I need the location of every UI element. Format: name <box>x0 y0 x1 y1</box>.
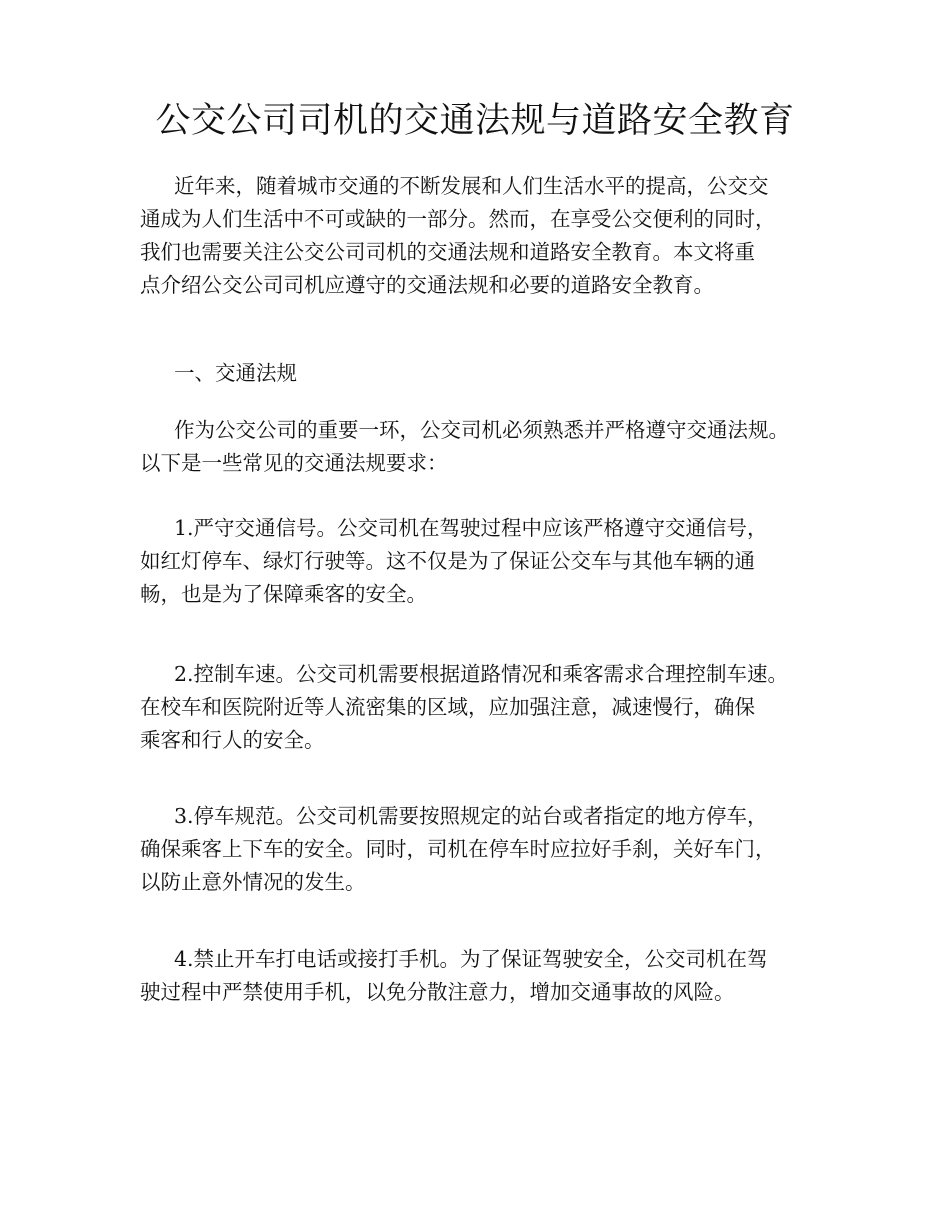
rule-item-2 <box>140 658 840 757</box>
rules-intro-paragraph <box>140 414 840 480</box>
paragraph-line: 畅，也是为了保障乘客的安全。 <box>140 582 427 606</box>
paragraph-line: 1.严守交通信号。公交司机在驾驶过程中应该严格遵守交通信号， <box>174 516 768 540</box>
paragraph-line: 作为公交公司的重要一环，公交司机必须熟悉并严格遵守交通法规。 <box>174 418 789 442</box>
paragraph-line: 如红灯停车、绿灯行驶等。这不仅是为了保证公交车与其他车辆的通 <box>140 549 755 573</box>
section-heading <box>140 357 840 390</box>
paragraph-line: 驶过程中严禁使用手机，以免分散注意力，增加交通事故的风险。 <box>140 980 735 1004</box>
paragraph-line: 3.停车规范。公交司机需要按照规定的站台或者指定的地方停车， <box>174 804 768 828</box>
paragraph-line: 乘客和行人的安全。 <box>140 728 325 752</box>
paragraph-line: 以下是一些常见的交通法规要求： <box>140 451 448 475</box>
paragraph-line: 通成为人们生活中不可或缺的一部分。然而，在享受公交便利的同时， <box>140 207 776 231</box>
rule-item-1 <box>140 512 840 611</box>
paragraph-line: 点介绍公交公司司机应遵守的交通法规和必要的道路安全教育。 <box>140 273 714 297</box>
paragraph-line: 4.禁止开车打电话或接打手机。为了保证驾驶安全，公交司机在驾 <box>174 947 768 971</box>
intro-paragraph <box>140 170 840 302</box>
section-heading-text: 一、交通法规 <box>174 361 297 385</box>
document-title: 公交公司司机的交通法规与道路安全教育 <box>155 101 795 141</box>
rule-item-4 <box>140 943 840 1009</box>
paragraph-line: 近年来，随着城市交通的不断发展和人们生活水平的提高，公交交 <box>174 174 769 198</box>
paragraph-line: 我们也需要关注公交公司司机的交通法规和道路安全教育。本文将重 <box>140 240 755 264</box>
paragraph-line: 2.控制车速。公交司机需要根据道路情况和乘客需求合理控制车速。 <box>174 662 789 686</box>
rule-item-3 <box>140 800 840 899</box>
paragraph-line: 以防止意外情况的发生。 <box>140 870 366 894</box>
paragraph-line: 在校车和医院附近等人流密集的区域，应加强注意，减速慢行，确保 <box>140 695 755 719</box>
paragraph-line: 确保乘客上下车的安全。同时，司机在停车时应拉好手刹，关好车门， <box>140 837 776 861</box>
